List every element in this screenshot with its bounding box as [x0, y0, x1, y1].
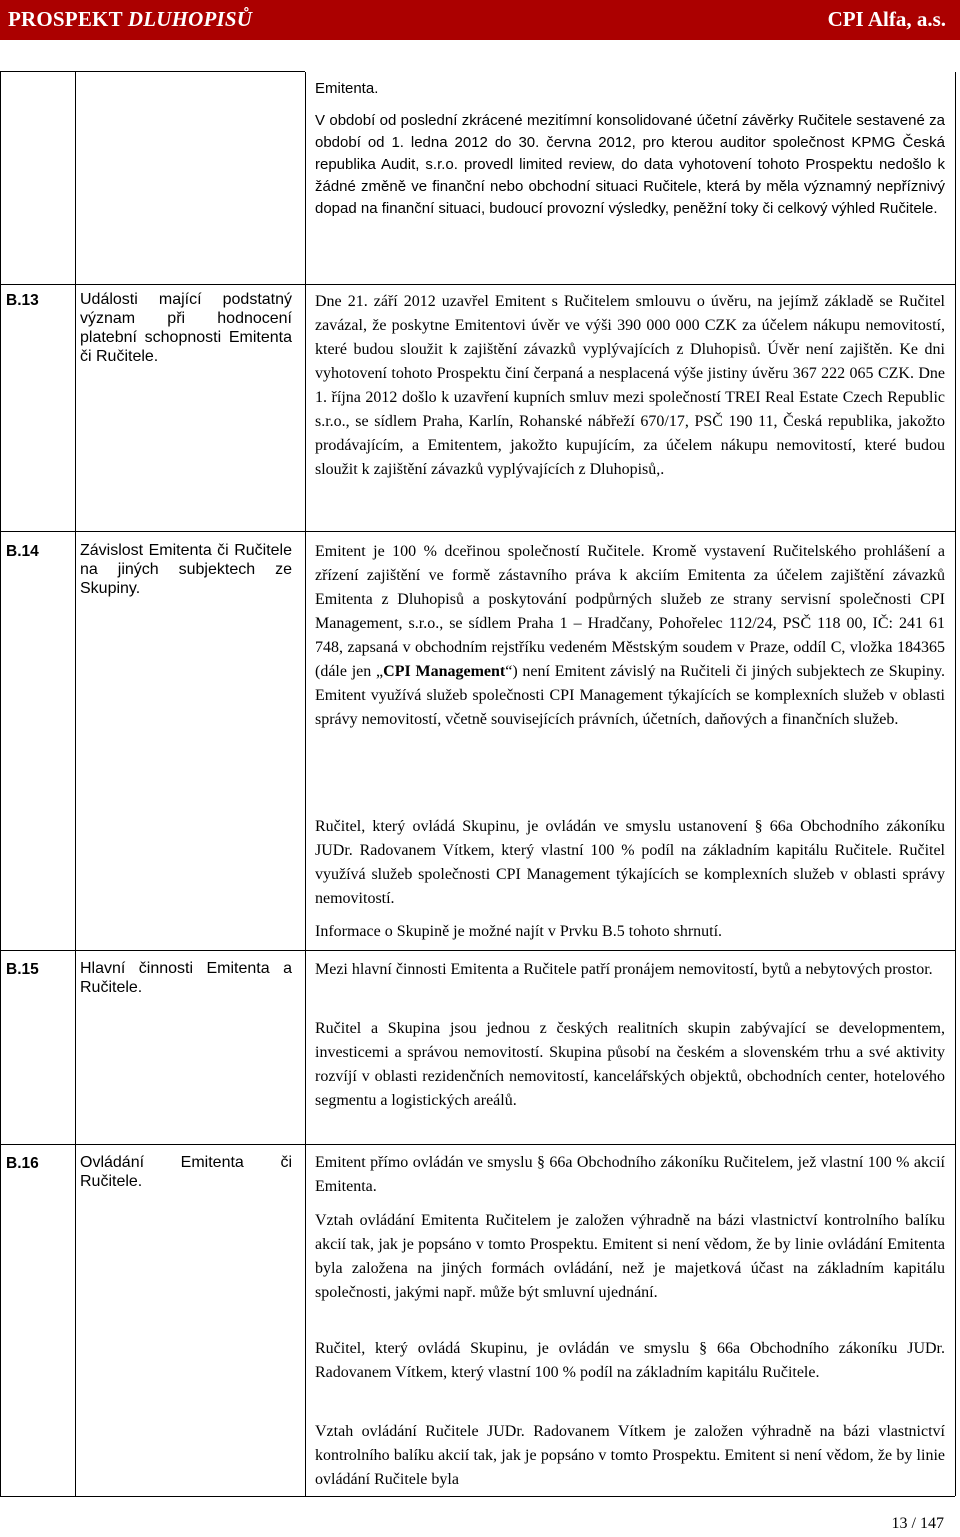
row-label-b15: Hlavní činnosti Emitenta a Ručitele. — [80, 960, 292, 996]
cpi-management-term: CPI Management — [383, 663, 506, 680]
row-label-b13: Události mající podstatný význam při hodnocení platební schopnosti Emitenta či Ručitele. — [80, 291, 292, 365]
b15-paragraph-2: Ručitel a Skupina jsou jednou z českých realitních skupin zabývající se developmentem, investicemi a správou nemovitostí. Skupina působí na českém a slovenském trhu a své aktivity rozvíjí v oblasti rezidenčních nemovitostí, kancelářských objektů, obchodních center, hotelového segmentu a logistických areálů. — [315, 1020, 945, 1109]
prev-paragraph-end: Emitenta. — [315, 80, 379, 97]
row-id-b14: B.14 — [6, 543, 39, 560]
row-divider — [0, 1144, 956, 1145]
row-divider — [0, 950, 956, 951]
page-header — [0, 0, 960, 40]
b15-paragraph-1: Mezi hlavní činnosti Emitenta a Ručitele patří pronájem nemovitostí, bytů a nebytových prostor. — [315, 961, 933, 978]
page-number: 13 / 147 — [891, 1515, 944, 1532]
row-label-b14: Závislost Emitenta či Ručitele na jiných subjektech ze Skupiny. — [80, 542, 292, 597]
row-id-b16: B.16 — [6, 1155, 39, 1172]
b13-paragraph: Dne 21. září 2012 uzavřel Emitent s Ručitelem smlouvu o úvěru, na jejímž základě se Ručitel zavázal, že poskytne Emitentovi úvěr ve výši 390 000 000 CZK za účelem nákupu nemovitostí, které budou sloužit k zajištění závazků vyplývajících z Dluhopisů. Úvěr není zajištěn. Ke dni vyhotovení tohoto Prospektu činí čerpaná a nesplacená výše jistiny úvěru 367 222 065 CZK. Dne 1. října 2012 došlo k uzavření kupních smluv mezi společností TREI Real Estate Czech Republic s.r.o., se sídlem Praha, Karlín, Rohanské nábřeží 670/17, PSČ 190 11, Česká republika, jakožto prodávajícím, a Emitentem, jakožto kupujícím, za účelem nákupu nemovitostí, které budou sloužit k zajištění závazků vyplývajících z Dluhopisů,. — [315, 293, 945, 478]
b16-paragraph-3: Ručitel, který ovládá Skupinu, je ovládán ve smyslu § 66a Obchodního zákoníku JUDr. Radovanem Vítkem, který vlastní 100 % podíl na základním kapitálu Ručitele. — [315, 1340, 945, 1381]
document-title: PROSPEKT DLUHOPISŮ — [8, 7, 253, 31]
company-name: CPI Alfa, a.s. — [827, 7, 946, 31]
row-divider — [0, 284, 956, 285]
row-label-b16: Ovládání Emitenta či Ručitele. — [80, 1154, 292, 1190]
b14-paragraph-1: Emitent je 100 % dceřinou společností Ručitele. Kromě vystavení Ručitelského prohlášení a zřízení zajištění ve formě zástavního práva k akciím Emitenta za účelem zajištění závazků Emitenta z Dluhopisů a poskytování podpůrných služeb ze strany servisní společnosti CPI Management, s.r.o., se sídlem Praha 1 – Hradčany, Pohořelec 112/24, PSČ 118 00, IČ: 241 61 748, zapsaná v obchodním rejstříku vedeném Městským soudem v Praze, oddíl C, vložka 184365 (dále jen „CPI Management“) není Emitent závislý na Ručiteli či jiných subjektech ze Skupiny. Emitent využívá služeb společnosti CPI Management týkajících se komplexních služeb v oblasti správy nemovitostí, včetně souvisejících právních, účetních, daňových a finančních služeb. — [315, 543, 946, 728]
b16-paragraph-2: Vztah ovládání Emitenta Ručitelem je založen výhradně na bázi vlastnictví kontrolního balíku akcií tak, jak je popsáno v tomto Prospektu. Emitent si není vědom, že by linie ovládání Emitenta byla založena na jiných formách ovládání, než je majetková účast na základním kapitálu společnosti, jakými např. může být smluvní ujednání. — [315, 1212, 945, 1301]
table-border — [955, 72, 956, 1496]
b16-paragraph-1: Emitent přímo ovládán ve smyslu § 66a Obchodního zákoníku Ručitelem, jež vlastní 100 % akcií Emitenta. — [315, 1154, 945, 1195]
row-id-b15: B.15 — [6, 961, 39, 978]
prev-paragraph: V období od poslední zkrácené mezitímní konsolidované účetní závěrky Ručitele sestavené za období od 1. ledna 2012 do 30. června 2012, pro kterou auditor společnost KPMG Česká republika Audit, s.r.o. provedl limited review, do data vyhotovení tohoto Prospektu nedošlo k žádné změně ve finanční nebo obchodní situaci Ručitele, která by měla významný nepříznivý dopad na finanční situaci, budoucí provozní výsledky, peněžní toky či celkový výhled Ručitele. — [315, 112, 945, 217]
b16-paragraph-4: Vztah ovládání Ručitele JUDr. Radovanem Vítkem je založen výhradně na bázi vlastnictví kontrolního balíku akcií tak, jak je popsáno v tomto Prospektu. Emitent si není vědom, že by linie ovládání Ručitele byla — [315, 1423, 945, 1488]
b14-paragraph-3: Informace o Skupině je možné najít v Prvku B.5 tohoto shrnutí. — [315, 923, 723, 940]
row-id-b13: B.13 — [6, 292, 39, 309]
b14-paragraph-2: Ručitel, který ovládá Skupinu, je ovládán ve smyslu ustanovení § 66a Obchodního zákoníku JUDr. Radovanem Vítkem, který vlastní 100 % podíl na základním kapitálu Ručitele. Ručitel využívá služeb společnosti CPI Management týkajících se komplexních služeb v oblasti správy nemovitostí. — [315, 818, 945, 907]
row-divider — [0, 531, 956, 532]
